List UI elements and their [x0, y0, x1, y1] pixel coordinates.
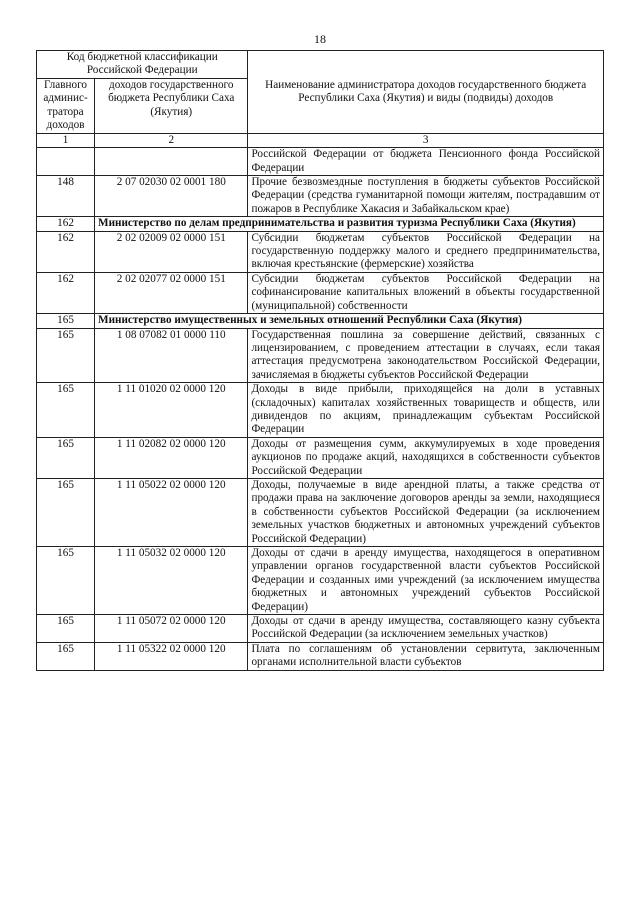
admin-code-cell: 165 — [37, 478, 95, 546]
admin-code-cell: 165 — [37, 328, 95, 383]
table-row — [37, 148, 604, 176]
header-num3: 3 — [248, 133, 604, 147]
table-row — [37, 478, 604, 546]
description-cell: Доходы, получаемые в виде арендной платы, а также средства от продажи права на заключение договоров аренды за земли, находящиеся в собственности субъектов Российской Федерации (за исключением земельных участков бюджетных и автономных учреждений субъектов Российской Федерации) — [248, 478, 604, 546]
table-row — [37, 615, 604, 643]
budget-code-cell: 1 11 05072 02 0000 120 — [95, 615, 248, 643]
description-cell: Доходы от размещения сумм, аккумулируемых в ходе проведения аукционов по продаже акций, находящихся в собственности субъектов Российской Федерации — [248, 437, 604, 478]
admin-code-cell: 165 — [37, 383, 95, 438]
header-col1: Главного админис-тратора доходов — [37, 78, 95, 133]
section-row — [37, 314, 604, 328]
section-row — [37, 217, 604, 231]
header-row-numbers — [37, 133, 604, 147]
budget-code-cell — [95, 148, 248, 176]
budget-code-cell: 2 02 02009 02 0000 151 — [95, 231, 248, 272]
table-row — [37, 272, 604, 313]
header-num1: 1 — [37, 133, 95, 147]
description-cell: Субсидии бюджетам субъектов Российской Федерации на софинансирование капитальных вложений в объекты государственной (муниципальной) собственности — [248, 272, 604, 313]
description-cell: Прочие безвозмездные поступления в бюджеты субъектов Российской Федерации (средства гуманитарной помощи жителям, пострадавшим от пожаров в Республике Хакасия и Забайкальском крае) — [248, 176, 604, 217]
description-cell: Государственная пошлина за совершение действий, связанных с лицензированием, с проведением аттестации в случаях, если такая аттестация предусмотрена законодательством Российской Федерации, зачисляемая в бюджеты субъектов Российской Федерации — [248, 328, 604, 383]
table-row — [37, 437, 604, 478]
table-row — [37, 642, 604, 670]
admin-code-cell: 165 — [37, 314, 95, 328]
description-cell: Доходы от сдачи в аренду имущества, составляющего казну субъекта Российской Федерации (за исключением земельных участков) — [248, 615, 604, 643]
admin-code-cell: 165 — [37, 547, 95, 615]
admin-code-cell: 165 — [37, 437, 95, 478]
table-row — [37, 231, 604, 272]
budget-code-cell: 1 11 01020 02 0000 120 — [95, 383, 248, 438]
admin-code-cell: 162 — [37, 272, 95, 313]
table-row — [37, 328, 604, 383]
description-cell: Российской Федерации от бюджета Пенсионного фонда Российской Федерации — [248, 148, 604, 176]
budget-code-cell: 1 11 02082 02 0000 120 — [95, 437, 248, 478]
budget-code-cell: 2 07 02030 02 0001 180 — [95, 176, 248, 217]
admin-code-cell — [37, 148, 95, 176]
header-col3: Наименование администратора доходов государственного бюджета Республики Саха (Якутия) и виды (подвиды) доходов — [248, 51, 604, 134]
revenue-classification-table — [36, 50, 604, 671]
page-number: 18 — [314, 32, 326, 46]
header-num2: 2 — [95, 133, 248, 147]
header-group-title: Код бюджетной классификации Российской Федерации — [37, 51, 248, 79]
budget-code-cell: 2 02 02077 02 0000 151 — [95, 272, 248, 313]
budget-code-cell: 1 11 05032 02 0000 120 — [95, 547, 248, 615]
admin-code-cell: 162 — [37, 231, 95, 272]
description-cell: Плата по соглашениям об установлении сервитута, заключенным органами исполнительной власти субъектов — [248, 642, 604, 670]
header-row-group — [37, 51, 604, 79]
description-cell: Доходы в виде прибыли, приходящейся на доли в уставных (складочных) капиталах хозяйственных товариществ и обществ, или дивидендов по акциям, принадлежащим субъектам Российской Федерации — [248, 383, 604, 438]
budget-code-cell: 1 11 05322 02 0000 120 — [95, 642, 248, 670]
description-cell: Доходы от сдачи в аренду имущества, находящегося в оперативном управлении органов государственной власти субъектов Российской Федерации и созданных ими учреждений (за исключением имущества бюджетных и автономных учреждений субъектов Российской Федерации) — [248, 547, 604, 615]
description-cell: Субсидии бюджетам субъектов Российской Федерации на государственную поддержку малого и среднего предпринимательства, включая крестьянские (фермерские) хозяйства — [248, 231, 604, 272]
admin-code-cell: 165 — [37, 615, 95, 643]
header-col2: доходов государственного бюджета Республики Саха (Якутия) — [95, 78, 248, 133]
section-title-cell: Министерство по делам предпринимательства и развития туризма Республики Саха (Якутия) — [95, 217, 604, 231]
budget-code-cell: 1 08 07082 01 0000 110 — [95, 328, 248, 383]
table-row — [37, 176, 604, 217]
admin-code-cell: 165 — [37, 642, 95, 670]
section-title-cell: Министерство имущественных и земельных отношений Республики Саха (Якутия) — [95, 314, 604, 328]
table-row — [37, 383, 604, 438]
admin-code-cell: 162 — [37, 217, 95, 231]
budget-code-cell: 1 11 05022 02 0000 120 — [95, 478, 248, 546]
table-row — [37, 547, 604, 615]
admin-code-cell: 148 — [37, 176, 95, 217]
